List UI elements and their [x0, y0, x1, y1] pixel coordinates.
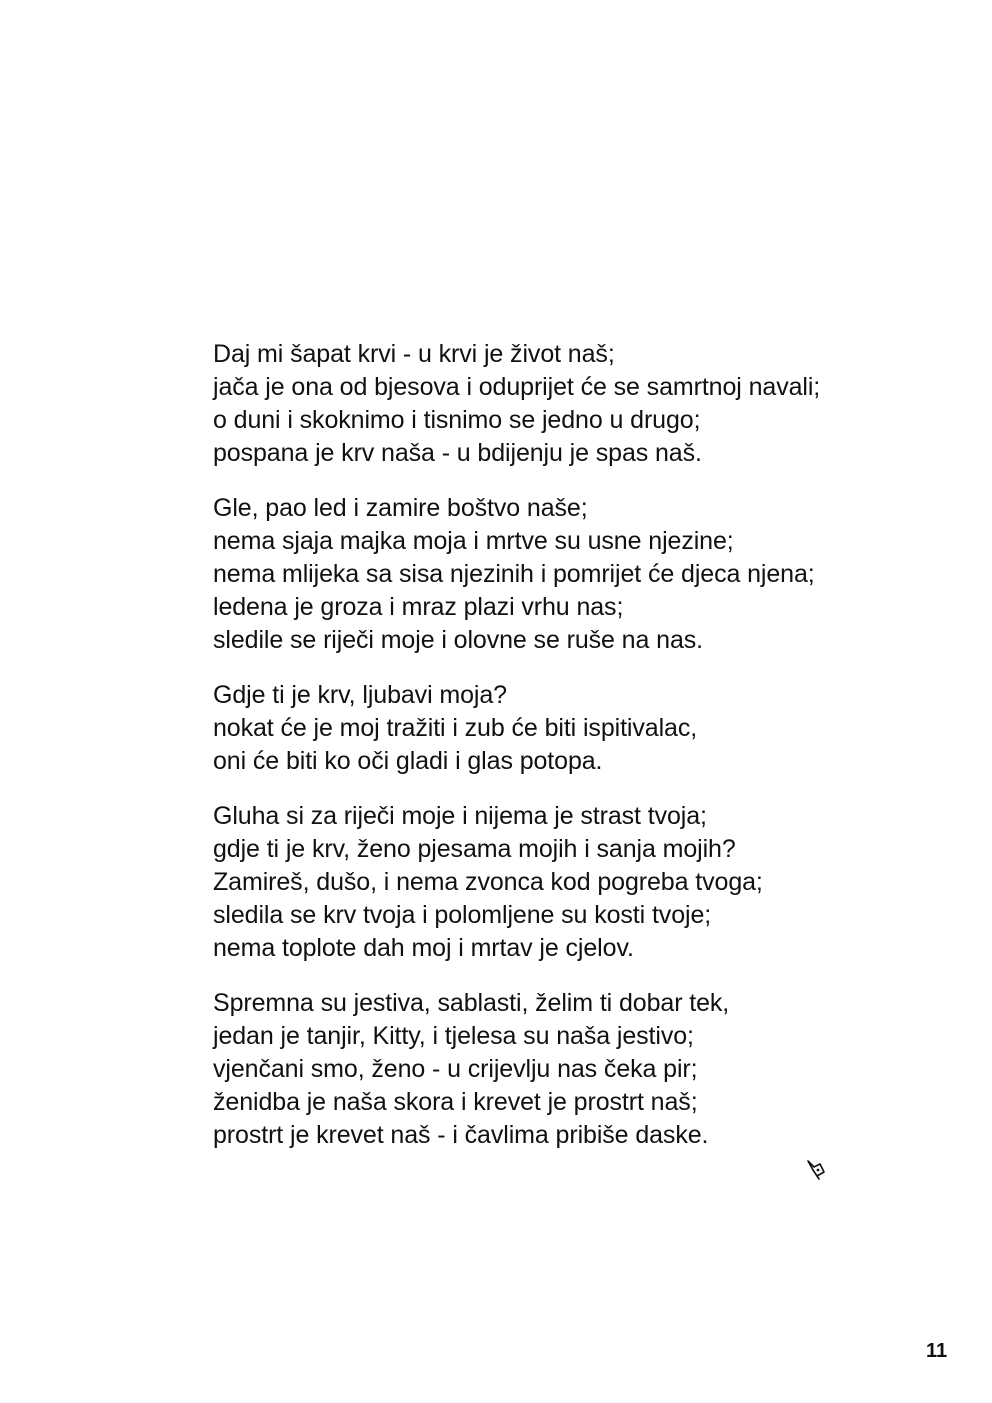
poem-line: vjenčani smo, ženo - u crijevlju nas čeka pir; [213, 1055, 698, 1083]
poem-line: Spremna su jestiva, sablasti, želim ti dobar tek, [213, 989, 730, 1017]
poem-line: jedan je tanjir, Kitty, i tjelesa su naša jestivo; [213, 1022, 694, 1050]
poem-line: oni će biti ko oči gladi i glas potopa. [213, 747, 603, 775]
stanza-2 [213, 492, 933, 657]
poem-line: gdje ti je krv, ženo pjesama mojih i sanja mojih? [213, 835, 736, 863]
poem-line: nokat će je moj tražiti i zub će biti ispitivalac, [213, 714, 698, 742]
poem-line: prostrt je krevet naš - i čavlima pribiše daske. [213, 1121, 709, 1149]
poem-line: Gdje ti je krv, ljubavi moja? [213, 681, 507, 709]
poem-line: Gluha si za riječi moje i nijema je strast tvoja; [213, 802, 707, 830]
stanza-4 [213, 800, 933, 965]
poem-line: sledile se riječi moje i olovne se ruše na nas. [213, 626, 703, 654]
poem-line: nema toplote dah moj i mrtav je cjelov. [213, 934, 634, 962]
poem-line: Gle, pao led i zamire boštvo naše; [213, 494, 588, 522]
poem-line: ženidba je naša skora i krevet je prostrt naš; [213, 1088, 698, 1116]
stanza-5 [213, 987, 933, 1152]
poem [213, 338, 933, 1174]
poem-line: nema sjaja majka moja i mrtve su usne njezine; [213, 527, 734, 555]
poem-line: jača je ona od bjesova i oduprijet će se samrtnoj navali; [213, 373, 821, 401]
poem-line: o duni i skoknimo i tisnimo se jedno u drugo; [213, 406, 701, 434]
end-ornament-icon [805, 1158, 827, 1180]
poem-line: Daj mi šapat krvi - u krvi je život naš; [213, 340, 615, 368]
poem-line: Zamireš, dušo, i nema zvonca kod pogreba tvoga; [213, 868, 763, 896]
poem-line: ledena je groza i mraz plazi vrhu nas; [213, 593, 624, 621]
poem-line: nema mlijeka sa sisa njezinih i pomrijet će djeca njena; [213, 560, 815, 588]
stanza-3 [213, 679, 933, 778]
poem-line: pospana je krv naša - u bdijenju je spas naš. [213, 439, 702, 467]
stanza-1 [213, 338, 933, 470]
poem-line: sledila se krv tvoja i polomljene su kosti tvoje; [213, 901, 712, 929]
page-number: 11 [926, 1340, 948, 1362]
